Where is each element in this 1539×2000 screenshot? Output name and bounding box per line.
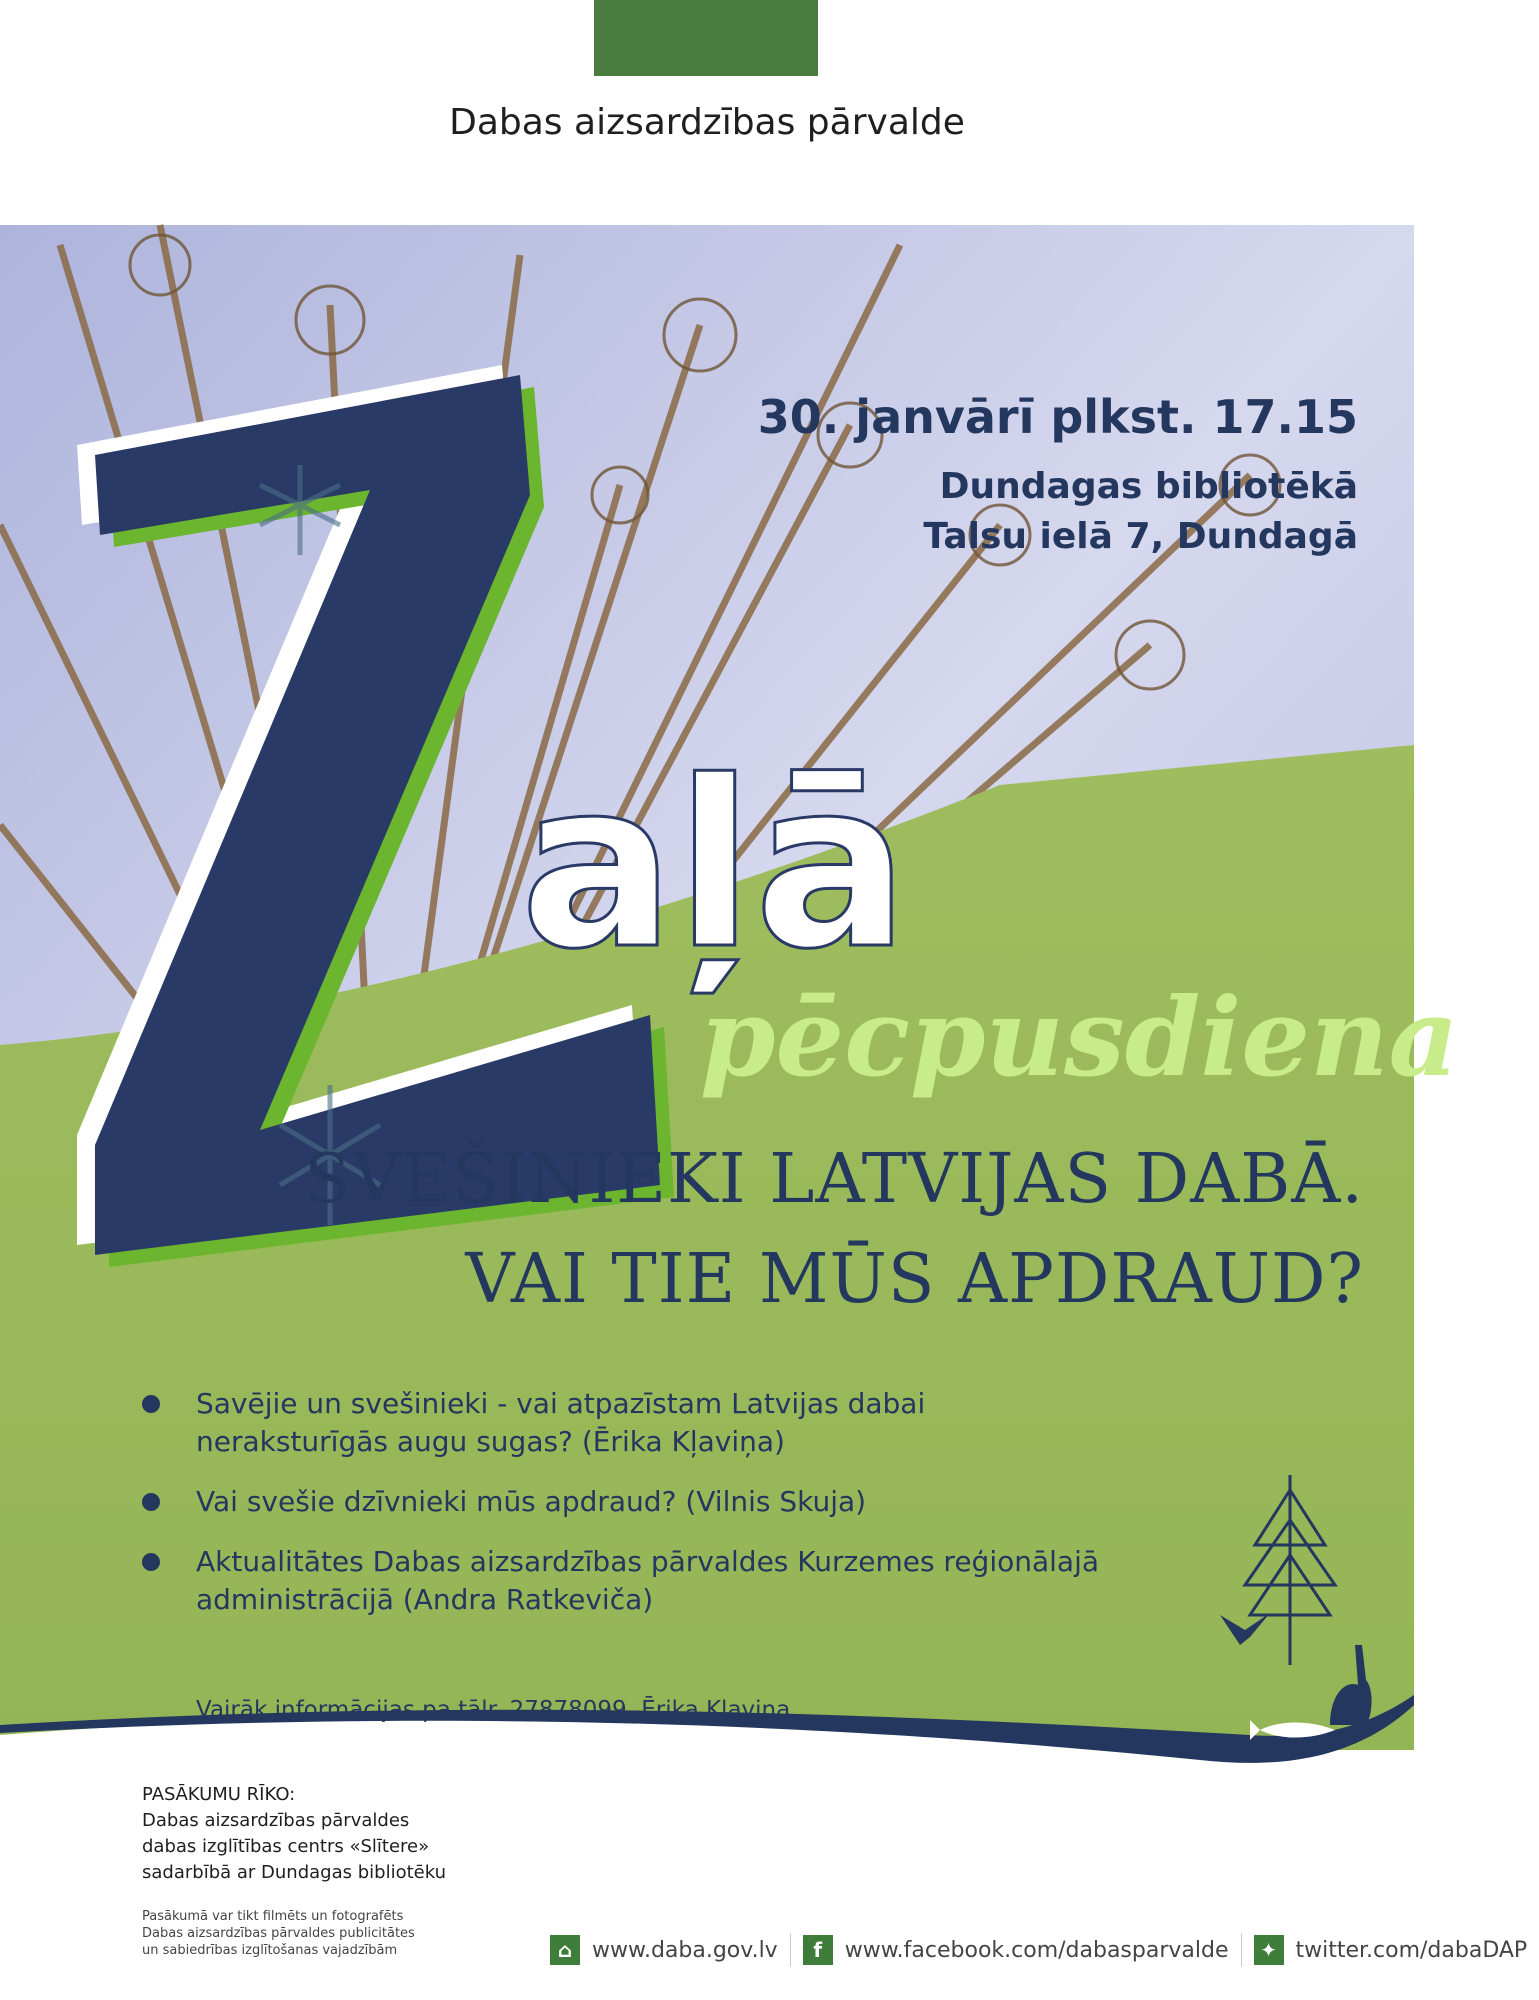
bullet-icon [142,1493,160,1511]
divider [1241,1933,1242,1967]
organizers-line: dabas izglītības centrs «Slītere» [142,1836,430,1857]
topic-item [142,1483,1102,1521]
bullet-icon [142,1553,160,1571]
topic-item [142,1385,1102,1461]
organizers-block [142,1782,446,1886]
topic-item [142,1543,1102,1619]
subtitle-line2: VAI TIE MŪS APDRAUD? [465,1240,1364,1319]
website-link[interactable] [550,1935,778,1965]
event-date-time: 30. janvārī plkst. 17.15 [757,390,1358,444]
top-green-bar [594,0,818,76]
website-link-text[interactable]: www.daba.gov.lv [592,1937,778,1963]
organizers-line: sadarbībā ar Dundagas bibliotēku [142,1862,446,1883]
facebook-link[interactable] [803,1935,1229,1965]
twitter-icon: ✦ [1254,1935,1284,1965]
twitter-link[interactable] [1254,1935,1528,1965]
event-info [758,390,1358,562]
subtitle-line1: SVEŠINIEKI LATVIJAS DABĀ. [304,1140,1364,1219]
topic-list [142,1385,1102,1641]
topic-text: Vai svešie dzīvnieki mūs apdraud? (Vilnis Skuja) [196,1485,867,1518]
topic-text: Aktualitātes Dabas aizsardzības pārvaldes Kurzemes reģionālajā administrācijā (Andra Ratkeviča) [196,1545,1100,1616]
notice-line: Dabas aizsardzības pārvaldes publicitātes [142,1926,415,1941]
divider [790,1933,791,1967]
footer-links [550,1933,1539,1967]
twitter-link-text[interactable]: twitter.com/dabaDAP [1295,1937,1528,1963]
topic-text: Savējie un svešinieki - vai atpazīstam Latvijas dabai neraksturīgās augu sugas? (Ērika Kļaviņa) [196,1387,926,1458]
event-subtitle [304,1130,1364,1330]
organizers-heading: PASĀKUMU RĪKO: [142,1784,296,1805]
title-rest: aļā [520,733,910,1000]
organization-title: Dabas aizsardzības pārvalde [449,102,965,143]
home-icon: ⌂ [550,1935,580,1965]
more-info-contact: Vairāk informācijas pa tālr. 27878099, Ērika Kļaviņa [196,1697,791,1723]
facebook-link-text[interactable]: www.facebook.com/dabasparvalde [844,1937,1229,1963]
notice-line: un sabiedrības izglītošanas vajadzībām [142,1943,398,1958]
event-place-line1: Dundagas bibliotēkā [939,466,1358,507]
notice-line: Pasākumā var tikt filmēts un fotografēts [142,1909,404,1924]
bullet-icon [142,1395,160,1413]
filming-notice [142,1908,415,1959]
facebook-icon: f [803,1935,833,1965]
title-second-word: pēcpusdiena [700,975,1459,1101]
event-place-line2: Talsu ielā 7, Dundagā [923,516,1358,557]
organizers-line: Dabas aizsardzības pārvaldes [142,1810,410,1831]
